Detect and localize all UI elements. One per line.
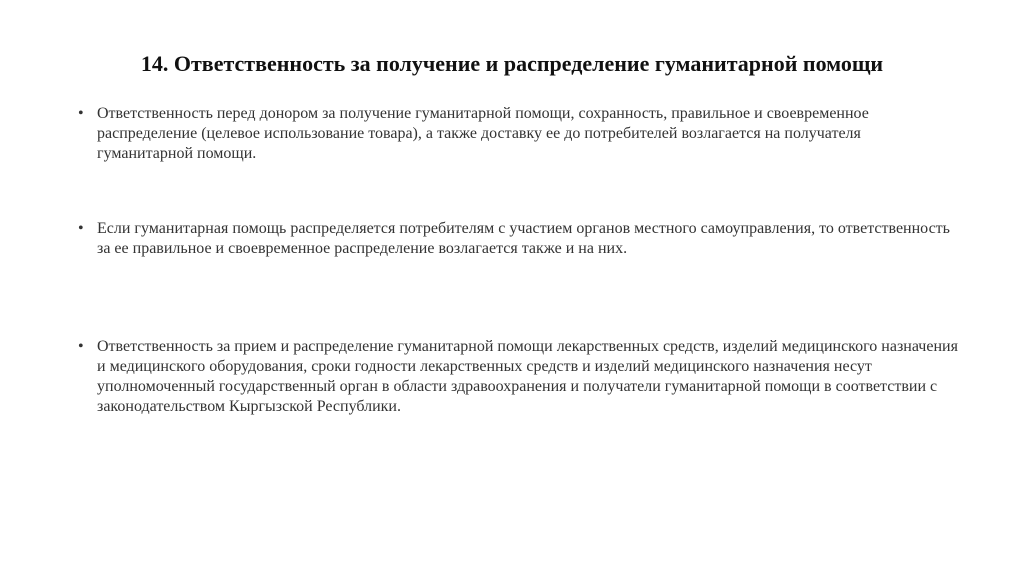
bullet-marker: • bbox=[78, 220, 84, 237]
bullet-text: Если гуманитарная помощь распределяется потребителям с участием органов местного самоуправления, то ответственность за ее правильное и своевременное распределение возлагается также и на них. bbox=[97, 220, 950, 257]
bullet-item bbox=[78, 104, 958, 164]
bullet-item bbox=[78, 337, 958, 417]
bullet-item bbox=[78, 219, 958, 259]
bullet-text: Ответственность перед донором за получение гуманитарной помощи, сохранность, правильное и своевременное распределение (целевое использование товара), а также доставку ее до потребителей возлагается на получателя гуманитарной помощи. bbox=[97, 105, 869, 162]
slide-title: 14. Ответственность за получение и распределение гуманитарной помощи bbox=[140, 51, 884, 76]
bullet-marker: • bbox=[78, 338, 84, 355]
bullet-text: Ответственность за прием и распределение гуманитарной помощи лекарственных средств, изделий медицинского назначения и медицинского оборудования, сроки годности лекарственных средств и изделий медицинского назначения несут уполномоченный государственный орган в области здравоохранения и получатели гуманитарной помощи в соответствии с законодательством Кыргызской Республики. bbox=[97, 338, 958, 415]
bullet-marker: • bbox=[78, 105, 84, 122]
